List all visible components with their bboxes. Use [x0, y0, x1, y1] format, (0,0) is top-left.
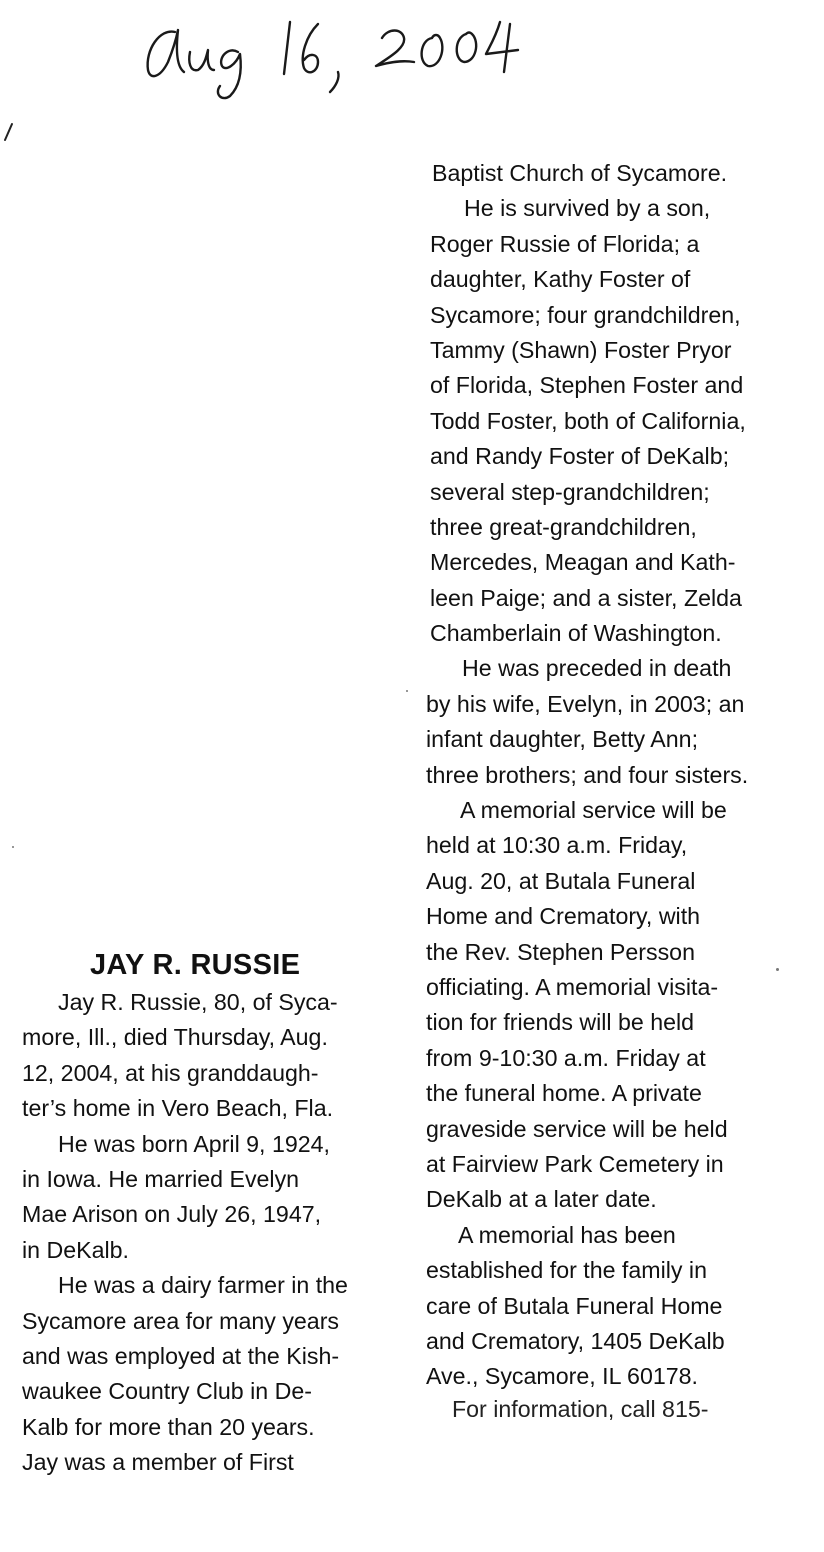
text-line: the funeral home. A private	[426, 1080, 702, 1107]
text-line: He was born April 9, 1924,	[58, 1130, 330, 1157]
scan-speck	[12, 846, 14, 848]
text-line: Mercedes, Meagan and Kath-	[430, 549, 736, 576]
text-line: A memorial has been	[458, 1221, 676, 1248]
text-line: Kalb for more than 20 years.	[22, 1413, 315, 1440]
text-line: He was preceded in death	[462, 655, 732, 682]
text-line: care of Butala Funeral Home	[426, 1292, 723, 1319]
text-line: 12, 2004, at his granddaugh-	[22, 1059, 319, 1086]
text-line: DeKalb at a later date.	[426, 1186, 657, 1213]
cut-off-text: For information, call 815-	[452, 1396, 709, 1422]
text-line: Tammy (Shawn) Foster Pryor	[430, 336, 732, 363]
text-line: daughter, Kathy Foster of	[430, 266, 691, 293]
text-line: and Crematory, 1405 DeKalb	[426, 1327, 725, 1354]
text-line: and was employed at the Kish-	[22, 1342, 340, 1369]
cut-off-text-line	[452, 1396, 792, 1426]
text-line: Mae Arison on July 26, 1947,	[22, 1201, 322, 1228]
text-line: leen Paige; and a sister, Zelda	[430, 584, 742, 611]
text-line: ter’s home in Vero Beach, Fla.	[22, 1095, 334, 1122]
text-line: Sycamore; four grandchildren,	[430, 301, 741, 328]
text-line: waukee Country Club in De-	[22, 1378, 312, 1405]
text-line: by his wife, Evelyn, in 2003; an	[426, 690, 745, 717]
scan-speck	[406, 690, 408, 692]
text-line: in DeKalb.	[22, 1236, 129, 1263]
text-line: held at 10:30 a.m. Friday,	[426, 832, 688, 859]
text-line: in Iowa. He married Evelyn	[22, 1165, 300, 1192]
text-line: He is survived by a son,	[464, 195, 711, 222]
text-line: from 9-10:30 a.m. Friday at	[426, 1044, 706, 1071]
text-line: more, Ill., died Thursday, Aug.	[22, 1024, 328, 1051]
margin-tick-mark	[2, 122, 16, 144]
text-line: He was a dairy farmer in the	[58, 1272, 348, 1299]
text-line: several step-grandchildren;	[430, 478, 710, 505]
text-line: Aug. 20, at Butala Funeral	[426, 867, 696, 894]
handwritten-date	[0, 0, 600, 110]
text-line: the Rev. Stephen Persson	[426, 938, 695, 965]
text-line: Jay was a member of First	[22, 1449, 294, 1476]
right-text-column	[426, 156, 748, 1395]
text-line: Roger Russie of Florida; a	[430, 230, 700, 257]
text-line: Ave., Sycamore, IL 60178.	[426, 1363, 698, 1390]
text-line: Home and Crematory, with	[426, 903, 701, 930]
scan-speck	[776, 968, 779, 971]
text-line: graveside service will be held	[426, 1115, 728, 1142]
text-line: of Florida, Stephen Foster and	[430, 372, 744, 399]
obituary-headline: JAY R. RUSSIE	[90, 949, 301, 981]
text-line: Sycamore area for many years	[22, 1307, 340, 1334]
text-line: three great-grandchildren,	[430, 513, 697, 540]
text-line: Baptist Church of Sycamore.	[432, 160, 728, 186]
text-line: three brothers; and four sisters.	[426, 761, 749, 788]
text-line: infant daughter, Betty Ann;	[426, 726, 699, 753]
text-line: at Fairview Park Cemetery in	[426, 1150, 724, 1177]
left-text-column	[22, 985, 348, 1480]
text-line: officiating. A memorial visita-	[426, 973, 719, 1000]
text-line: Jay R. Russie, 80, of Syca-	[58, 989, 338, 1015]
text-line: established for the family in	[426, 1257, 707, 1284]
text-line: Chamberlain of Washington.	[430, 620, 722, 647]
text-line: and Randy Foster of DeKalb;	[430, 443, 730, 470]
text-line: A memorial service will be	[460, 797, 727, 824]
text-line: tion for friends will be held	[426, 1009, 695, 1036]
text-line: Todd Foster, both of California,	[430, 407, 746, 434]
